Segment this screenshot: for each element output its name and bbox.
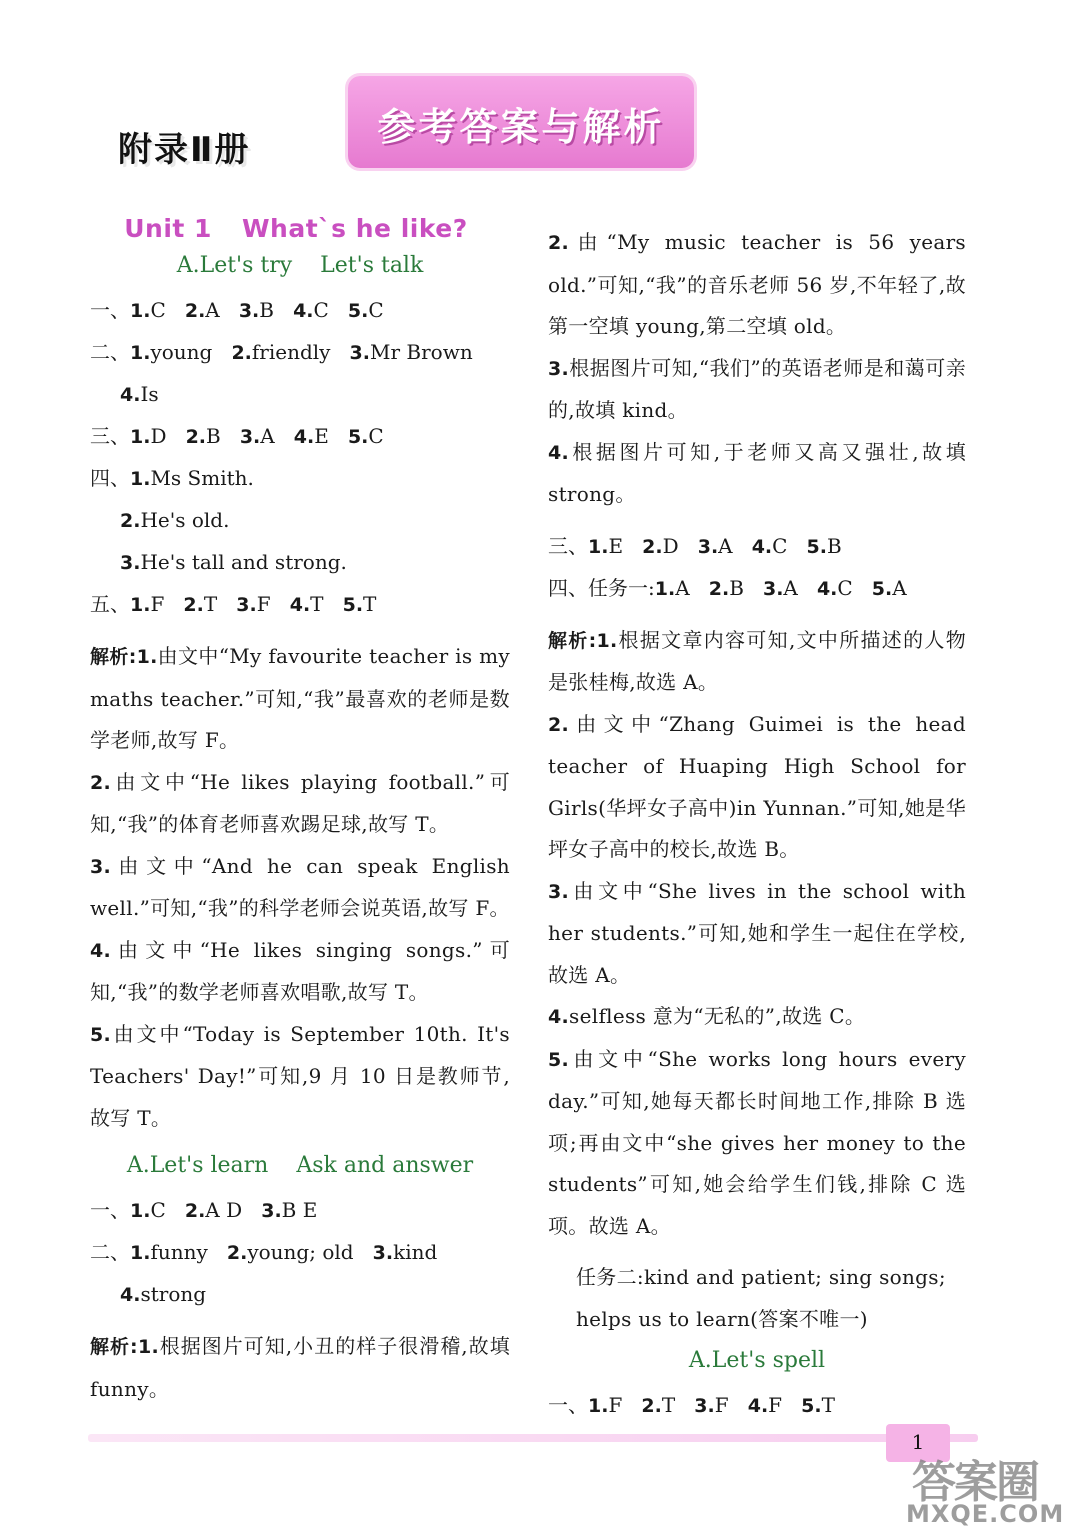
answer-line: 一、1.F 2.T 3.F 4.F 5.T [548,1393,835,1417]
answer-line: 二、1.young 2.friendly 3.Mr Brown [90,340,473,364]
appendix-label: 附录Ⅱ册 [118,130,251,170]
explanation-item: 4.selfless 意为“无私的”,故选 C。 [548,1004,866,1028]
answer-line: 四、任务一:1.A 2.B 3.A 4.C 5.A [548,575,907,600]
explanation-block [90,1326,510,1410]
answer-line: 3.He's tall and strong. [120,550,347,574]
left-column [90,214,510,1410]
watermark-text-bottom: MXQE.COM [906,1500,1065,1528]
explanation-block [548,620,966,1248]
title-banner [348,76,694,168]
answer-line: 4.Is [120,382,159,406]
explanation-item: 5.由文中“Today is September 10th. It's Teachers' Day!”可知,9 月 10 日是教师节,故写 T。 [90,1021,510,1130]
banner-title: 参考答案与解析 [377,105,665,149]
explanation-item: 2.由文中“Zhang Guimei is the head teacher of Huaping High School for Girls(华坪女子高中)in Yunnan.”可知,她是华坪女子高中的校长,故选 B。 [548,711,966,861]
explanation-item: 解析:1.根据文章内容可知,文中所描述的人物是张桂梅,故选 A。 [548,627,966,694]
explanation-item: 解析:1.根据图片可知,小丑的样子很滑稽,故填 funny。 [90,1334,510,1401]
answer-line: 一、1.C 2.A 3.B 4.C 5.C [90,298,384,322]
right-column [548,222,966,1427]
watermark-text-top: 答案圈 [912,1457,1038,1508]
section-heading: A.Let's learn Ask and answer [126,1153,474,1178]
explanation-item: 2.由文中“He likes playing football.”可知,“我”的体育老师喜欢踢足球,故写 T。 [90,769,510,836]
explanation-item: 3.由文中“She lives in the school with her students.”可知,她和学生一起住在学校,故选 A。 [548,878,966,987]
section-heading: A.Let's try Let's talk [176,253,424,278]
explanation-item: 3.由文中“And he can speak English well.”可知,“我”的科学老师会说英语,故写 F。 [90,853,510,920]
watermark-logo [906,1446,1076,1532]
explanation-item: 2.由“My music teacher is 56 years old.”可知,“我”的音乐老师 56 岁,不年轻了,故第一空填 young,第二空填 old。 [548,230,966,338]
answer-line: 三、1.D 2.B 3.A 4.E 5.C [90,424,384,448]
answer-line: 2.He's old. [120,508,230,532]
answer-line: 4.strong [120,1282,207,1306]
answer-line: 三、1.E 2.D 3.A 4.C 5.B [548,533,842,558]
answer-line: 二、1.funny 2.young; old 3.kind [90,1240,438,1264]
unit-title: Unit 1 What`s he like? [124,214,468,243]
explanation-block [90,636,510,1139]
answer-line: 四、1.Ms Smith. [90,466,254,490]
explanation-item: 4.根据图片可知,于老师又高又强壮,故填 strong。 [548,439,966,506]
page-number: 1 [911,1430,925,1454]
section-heading: A.Let's spell [688,1348,826,1373]
answer-line: 五、1.F 2.T 3.F 4.T 5.T [90,592,377,616]
task-two-answer: 任务二:kind and patient; sing songs; helps us to learn(答案不唯一) [576,1265,946,1331]
explanation-item: 5.由文中“She works long hours every day.”可知,她每天都长时间地工作,排除 B 选项;再由文中“she gives her money to the students”可知,她会给学生们钱,排除 C 选项。故选 A。 [548,1046,966,1238]
explanation-item: 4.由文中“He likes singing songs.”可知,“我”的数学老师喜欢唱歌,故写 T。 [90,937,510,1004]
explanation-item: 3.根据图片可知,“我们”的英语老师是和蔼可亲的,故填 kind。 [548,355,966,422]
answer-line: 一、1.C 2.A D 3.B E [90,1198,318,1222]
explanation-item: 解析:1.由文中“My favourite teacher is my maths teacher.”可知,“我”最喜欢的老师是数学老师,故写 F。 [90,644,510,752]
page-footer-bar [88,1434,978,1442]
